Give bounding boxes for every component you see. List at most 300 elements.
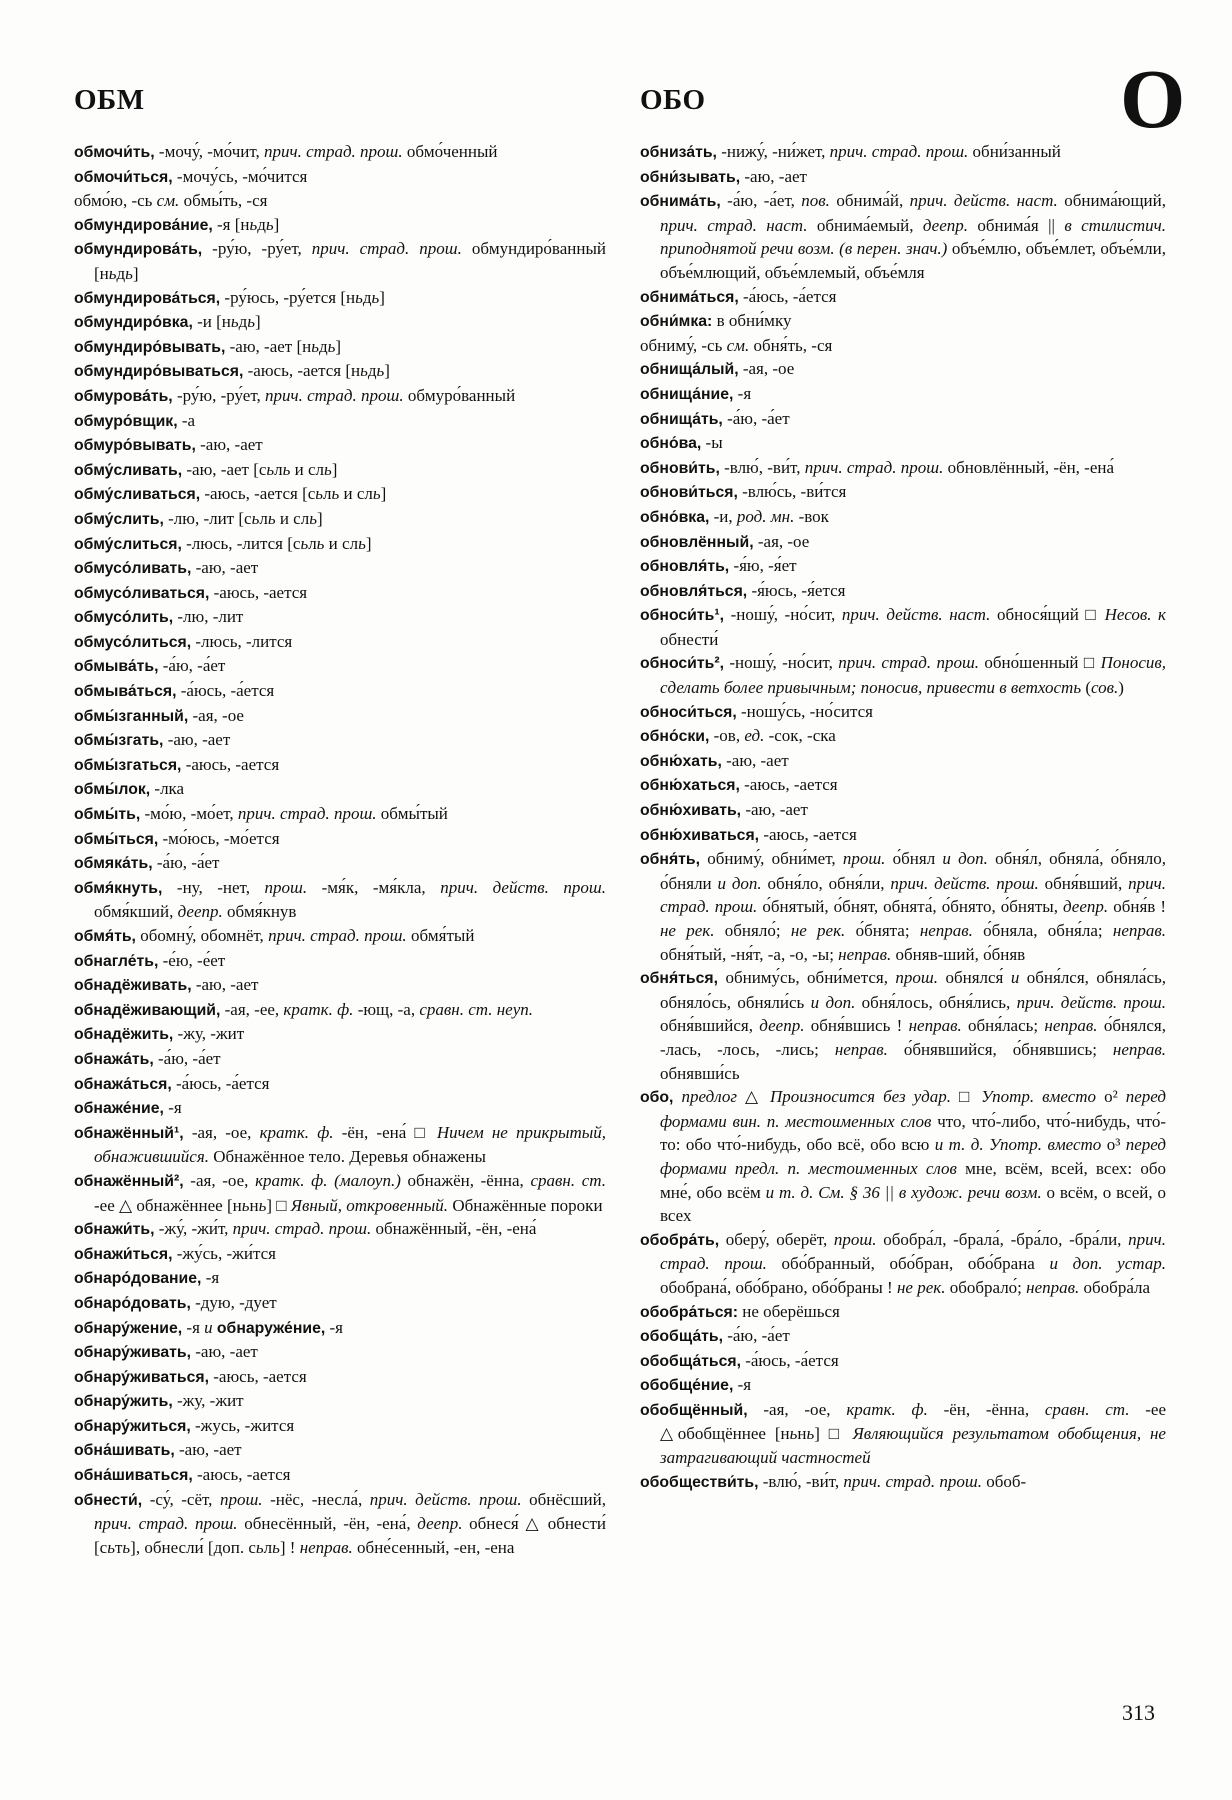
grammar-note: ь <box>316 533 325 553</box>
dictionary-entry <box>74 433 606 458</box>
dictionary-entry <box>74 409 606 434</box>
headword: обмундиро́вывать, <box>74 338 226 356</box>
entry-text: -а́юсь, -а́ется <box>738 286 837 306</box>
dictionary-entry <box>74 1217 606 1242</box>
entry-text: -аю, -ает <box>741 800 808 820</box>
running-head-right: ОБО <box>640 84 706 116</box>
entry-text: о́бнятый, о́бнят, обнята́, о́бнято, о́бняты, <box>757 897 1063 917</box>
entry-text: Обнажённое тело. Деревья обнажены <box>208 1147 486 1167</box>
entry-text: д <box>318 336 328 356</box>
headword: обмундирова́ться, <box>74 289 221 307</box>
dictionary-entry <box>74 679 606 704</box>
dictionary-entry <box>640 431 1166 456</box>
entry-text: ] <box>384 361 390 381</box>
entry-text: -аюсь, -ается [н <box>243 361 361 381</box>
headword: обмусо́ливаться, <box>74 584 210 602</box>
entry-text: -аю, -ает <box>163 730 231 750</box>
entry-text: -ов, <box>709 726 745 746</box>
entry-text: -а́юсь, -а́ется <box>176 681 275 701</box>
dictionary-entry <box>640 554 1166 579</box>
dictionary-entry <box>74 753 606 778</box>
entry-text: обно́шенный □ <box>979 653 1101 673</box>
grammar-note: ь <box>265 214 274 234</box>
dictionary-entry <box>640 847 1166 966</box>
entry-text: -аю, -ает <box>195 435 263 455</box>
entry-text: обобра́ла <box>1079 1277 1151 1297</box>
headword: обобща́ться, <box>640 1352 741 1370</box>
entry-text: обмя́тый <box>406 926 475 945</box>
headword: обмуро́вщик, <box>74 412 178 430</box>
dictionary-entry <box>640 700 1166 725</box>
dictionary-entry <box>640 140 1166 165</box>
dictionary-entry <box>74 924 606 949</box>
entry-text: -я́ю, -я́ет <box>729 556 797 576</box>
entry-text: -лю, -лит <box>173 607 244 627</box>
entry-text: -жу, -жит <box>173 1024 245 1044</box>
entry-text: обня́вшись ! <box>804 1016 909 1036</box>
grammar-note: ь <box>282 459 291 479</box>
headword: обму́слить, <box>74 510 164 528</box>
entry-text: ] <box>255 312 261 332</box>
headword: обмундиро́вка, <box>74 314 193 332</box>
dictionary-entry <box>74 1022 606 1047</box>
grammar-note: прич. действ. наст. <box>841 605 991 625</box>
grammar-note: ь <box>309 508 317 528</box>
entry-text: -я <box>733 1375 752 1395</box>
headword: обню́хаться, <box>640 777 740 795</box>
entry-text: -а́ю, -а́ет, <box>720 191 802 211</box>
grammar-note: сравн. ст. <box>530 1170 607 1190</box>
entry-text: обниму́, обни́мет, <box>700 849 843 869</box>
grammar-note: ь <box>251 508 260 528</box>
dictionary-entry <box>74 1463 606 1488</box>
entry-text: обня́лась; <box>961 1016 1045 1036</box>
entry-text: ] <box>273 214 280 234</box>
grammar-note: ь <box>266 459 275 479</box>
dictionary-entry <box>640 382 1166 407</box>
entry-text: о́бнявшийся, о́бнявшись; <box>887 1039 1113 1059</box>
entry-text: -ру́ю, -ру́ет, <box>172 385 265 405</box>
grammar-note: прич. действ. наст. <box>909 191 1058 211</box>
dictionary-entry <box>640 603 1166 651</box>
headword: обмуро́вывать, <box>74 437 196 455</box>
headword: обобра́ть, <box>640 1231 720 1249</box>
headword: обноси́ть², <box>640 655 724 673</box>
dictionary-entry <box>640 357 1166 382</box>
grammar-note: прич. страд. прош. <box>829 142 969 161</box>
dictionary-entry <box>74 1316 606 1341</box>
entry-text: о всём, о всей, о всех <box>660 1182 1166 1226</box>
entry-text: -и, <box>709 506 737 526</box>
entry-text: -я <box>163 1098 182 1118</box>
entry-text: н <box>249 1195 259 1215</box>
grammar-note: не рек. <box>896 1277 946 1297</box>
headword: обмундирова́ть, <box>74 241 203 259</box>
entry-text: ] □ <box>814 1424 853 1444</box>
dictionary-entry <box>74 1389 606 1414</box>
entry-text: -а́юсь, -а́ется <box>171 1073 270 1093</box>
headword: обнима́ть, <box>640 193 721 211</box>
entry-text: -а́ю, -а́ет <box>722 408 790 428</box>
dictionary-entry <box>640 407 1166 432</box>
headword: обноси́ться, <box>640 703 737 721</box>
headword: обнадёживающий, <box>74 1001 221 1019</box>
page-number: 313 <box>1122 1700 1155 1725</box>
entry-text: -ая, -ое, <box>183 1170 256 1190</box>
entry-text: -а́ю, -а́ет <box>722 1326 790 1346</box>
entry-text: обоб- <box>981 1471 1027 1491</box>
entry-text: -ён, -ённа, <box>927 1399 1045 1419</box>
dictionary-entry <box>74 384 606 409</box>
entry-text: д <box>116 263 126 283</box>
entry-text: обмо́ченный <box>402 142 498 161</box>
entry-text: л <box>263 1537 273 1557</box>
entry-text: -дую, -дует <box>190 1292 277 1312</box>
headword: обмочи́ться, <box>74 168 173 186</box>
entry-text <box>673 1087 681 1106</box>
entry-text: обне́сенный, -ен, -ена <box>352 1537 515 1557</box>
entry-text: -вок <box>794 506 829 526</box>
dictionary-entry <box>74 532 606 557</box>
entry-text: -ну, -нет, <box>162 877 265 897</box>
entry-text: обня́в ! <box>1108 897 1166 917</box>
entry-text: -су́, -сёт, <box>142 1489 220 1509</box>
grammar-note: ь <box>315 484 324 504</box>
headword: обмочи́ть, <box>74 144 155 161</box>
headword: обобщённый, <box>640 1401 748 1419</box>
grammar-note: сравн. ст. неуп. <box>419 999 534 1019</box>
entry-text: л <box>323 484 332 504</box>
dictionary-entry <box>74 777 606 802</box>
grammar-note: и доп. <box>810 992 856 1012</box>
headword: обмы́згать, <box>74 732 164 750</box>
grammar-note: прич. страд. прош. <box>264 142 403 161</box>
dictionary-entry <box>640 285 1166 310</box>
entry-text: -ы <box>701 433 723 453</box>
entry-text: в обни́мку <box>712 311 792 331</box>
headword: обмыва́ться, <box>74 683 177 701</box>
entry-text: и сл <box>324 533 359 553</box>
headword: обобще́ние, <box>640 1377 734 1395</box>
entry-text: -мочу́сь, -мо́чится <box>172 166 308 186</box>
dictionary-entry <box>74 359 606 384</box>
entry-text: -аюсь, -ается [с <box>200 484 316 504</box>
headword: обобра́ться: <box>640 1303 738 1321</box>
entry-text: -я <box>182 1317 205 1337</box>
headword: обноси́ть¹, <box>640 607 724 625</box>
grammar-note: деепр. <box>177 902 223 922</box>
grammar-note: кратк. ф. <box>846 1399 928 1419</box>
entry-text: -мя́к, -мя́кла, <box>307 877 441 897</box>
entry-text: д <box>362 287 372 307</box>
dictionary-entry <box>640 798 1166 823</box>
dictionary-entry <box>640 1349 1166 1374</box>
entry-text: ] ! <box>279 1537 300 1557</box>
grammar-note: Являющийся результатом обобщения, не затрагивающий частностей <box>660 1424 1166 1468</box>
grammar-note: прич. действ. прош. <box>1016 992 1167 1012</box>
grammar-note: и доп. <box>717 873 762 893</box>
dictionary-entry <box>74 1121 606 1169</box>
headword: обобща́ть, <box>640 1328 723 1346</box>
entry-text: -я [н <box>212 214 250 234</box>
grammar-note: Явный, откровенный. <box>290 1195 449 1215</box>
entry-text: ] <box>132 263 139 283</box>
dictionary-entry <box>640 1324 1166 1349</box>
headword: обмы́ть, <box>74 806 141 824</box>
dictionary-entry <box>640 1373 1166 1398</box>
dictionary-entry <box>74 556 606 581</box>
headword: обнища́ние, <box>640 385 734 403</box>
entry-text: -мо́ю, -мо́ет, <box>140 804 238 824</box>
entry-text: обмя́кнув <box>222 902 297 922</box>
entry-text: ] <box>331 459 338 479</box>
entry-text: -аю, -ает <box>191 558 259 578</box>
grammar-note: прич. страд. прош. <box>804 457 944 477</box>
grammar-note: ь <box>789 1424 798 1444</box>
grammar-note: прич. страд. прош. <box>838 653 980 673</box>
entry-text: обо́бранный, обо́бран, обо́брана <box>766 1254 1050 1274</box>
entry-text: -сок, -ска <box>764 726 836 746</box>
entry-text: обня́тый, -ня́т, -а, -о, -ы; <box>660 944 839 964</box>
entry-text: оберу́, оберёт, <box>719 1229 834 1249</box>
entry-text: -аюсь, -ается <box>192 1465 291 1485</box>
entry-text: ] <box>335 336 342 356</box>
headword: обнаро́дование, <box>74 1270 202 1288</box>
entry-text: т <box>114 1537 123 1557</box>
grammar-note: ь <box>241 1195 250 1215</box>
entry-text: -ая, -ое, <box>183 1122 260 1142</box>
grammar-note: прич. страд. прош. <box>311 239 462 259</box>
dictionary-entry <box>74 949 606 974</box>
dictionary-entry <box>74 581 606 606</box>
entry-text: обни́занный <box>968 142 1061 161</box>
entry-text: объе́млю, объе́млет, объе́мли, объе́млющий, объе́млемый, объе́мля <box>660 239 1166 282</box>
entry-text: обомну́, обомнёт, <box>135 926 269 945</box>
entry-text: -ая, -ое <box>753 531 810 551</box>
grammar-note: прич. страд. прош. <box>843 1471 982 1491</box>
headword: обно́вка, <box>640 508 710 526</box>
grammar-note: и <box>1010 968 1020 988</box>
grammar-note: прич. страд. прош. <box>94 1514 238 1534</box>
entry-text: ) <box>1118 678 1124 698</box>
dictionary-entry <box>74 1072 606 1097</box>
dictionary-entry <box>640 773 1166 798</box>
headword: обнима́ться, <box>640 288 739 306</box>
grammar-note: неправ. <box>1112 1039 1167 1059</box>
entry-text: -жу, -жит <box>172 1391 244 1411</box>
headword: обнагле́ть, <box>74 952 159 970</box>
grammar-note: неправ. <box>1112 921 1166 940</box>
entry-text: обнося́щий □ <box>990 605 1105 625</box>
dictionary-entry <box>74 1365 606 1390</box>
grammar-note: не рек. <box>790 921 846 940</box>
dictionary-entry <box>74 827 606 852</box>
headword: обниза́ть, <box>640 144 717 161</box>
grammar-note: ь <box>249 214 258 234</box>
entry-text: -люсь, -лится <box>191 631 293 651</box>
entry-text: -а́ю, -а́ет <box>153 1048 221 1068</box>
entry-text: обнима́й, <box>829 191 910 211</box>
entry-text: □ <box>950 1087 982 1107</box>
dictionary-entry <box>640 966 1166 1085</box>
dictionary-entry <box>74 507 606 532</box>
headword: обмыва́ть, <box>74 658 159 676</box>
headword: обнажа́ться, <box>74 1075 172 1093</box>
entry-text: о́бнял <box>885 849 943 869</box>
headword: обнаруже́ние, <box>216 1319 326 1337</box>
headword: обна́шивать, <box>74 1442 175 1460</box>
entry-text: -аю, -ает <box>191 1342 258 1362</box>
grammar-note: ь <box>311 336 319 356</box>
entry-text: обмо́ю, -сь <box>74 191 157 211</box>
entry-text: обня́вший, <box>1038 873 1129 893</box>
dictionary-entry <box>640 530 1166 555</box>
grammar-note: ь <box>324 459 332 479</box>
dictionary-entry <box>74 876 606 924</box>
entry-text: -ющ, -а, <box>353 999 420 1019</box>
dictionary-entry <box>74 335 606 360</box>
headword: обмы́лок, <box>74 781 151 799</box>
grammar-note: деепр. <box>1063 897 1109 917</box>
grammar-note: ед. <box>744 726 765 746</box>
grammar-note: сравн. ст. <box>1044 1399 1130 1419</box>
entry-text: -влю́, -ви́т, <box>719 457 805 477</box>
headword: обнажи́ть, <box>74 1221 155 1239</box>
entry-text: что, что́-либо, что́-нибудь, что́-то: обо что́-нибудь, обо всё, обо всю <box>660 1111 1167 1155</box>
grammar-note: Употр. вместо <box>981 1087 1097 1107</box>
grammar-note: ь <box>360 361 368 381</box>
grammar-note: и <box>204 1317 213 1337</box>
entry-text: -а́ю, -а́ет <box>152 853 220 873</box>
entry-text: обмя́кший, <box>94 902 178 922</box>
entry-text: ] <box>380 484 387 504</box>
grammar-note: род. мн. <box>736 506 795 526</box>
entry-text: обобрало́; <box>945 1277 1027 1297</box>
entry-text: -ношу́, -но́сит, <box>723 605 842 625</box>
dictionary-entry <box>74 973 606 998</box>
entry-text: обмы́ть, -ся <box>179 191 268 211</box>
entry-text: -и [н <box>192 312 231 332</box>
entry-text: -аю, -ает <box>721 750 789 770</box>
entry-text: -аю, -ает <box>174 1440 242 1460</box>
entry-text: -ее △ обнажённее [н <box>94 1195 242 1215</box>
entry-text: -ру́юсь, -ру́ется [н <box>220 287 356 307</box>
right-column <box>640 140 1166 1494</box>
dictionary-entry <box>74 237 606 285</box>
headword: обмурова́ть, <box>74 387 173 405</box>
grammar-note: ь <box>331 484 340 504</box>
grammar-note: прич. страд. прош. <box>268 926 407 945</box>
entry-text: -аюсь, -ается <box>739 775 838 795</box>
headword: обни́зывать, <box>640 168 741 186</box>
entry-text: о³ <box>1101 1135 1126 1155</box>
dictionary-entry <box>74 1096 606 1121</box>
dictionary-entry <box>640 309 1166 334</box>
headword: обо, <box>640 1089 674 1107</box>
entry-text: -мочу́, -мо́чит, <box>154 142 265 161</box>
dictionary-entry <box>74 189 606 213</box>
dictionary-entry <box>640 456 1166 481</box>
headword: обня́ть, <box>640 851 701 869</box>
dictionary-entry <box>74 1340 606 1365</box>
headword: обня́ться, <box>640 970 719 988</box>
grammar-note: ь <box>108 263 117 283</box>
headword: обно́ва, <box>640 435 702 453</box>
grammar-note: и т. д. См. § 36 || в худож. речи возм. <box>765 1182 1042 1202</box>
grammar-note: сов. <box>1091 678 1119 698</box>
headword: обмундиро́вываться, <box>74 363 244 381</box>
dictionary-entry <box>74 630 606 655</box>
dictionary-entry <box>74 802 606 827</box>
dictionary-entry <box>640 334 1166 358</box>
entry-text: -аю, -ает [н <box>225 336 312 356</box>
entry-text: и сл <box>275 508 310 528</box>
grammar-note: ь <box>107 1537 115 1557</box>
grammar-note: прич. действ. прош. <box>369 1489 522 1509</box>
entry-text: обня́лся, обняла́сь, обняло́сь, обняли́сь <box>660 968 1167 1012</box>
grammar-note: прош. <box>219 1489 263 1509</box>
dictionary-entry <box>74 458 606 483</box>
dictionary-entry <box>640 189 1166 284</box>
grammar-note: кратк. ф. <box>259 1122 334 1142</box>
dictionary-entry <box>74 1047 606 1072</box>
dictionary-entry <box>74 998 606 1023</box>
entry-text: -аю, -ает <box>740 166 807 186</box>
entry-text: -аюсь, -ается <box>759 824 857 844</box>
headword: обнару́житься, <box>74 1417 191 1435</box>
entry-text: обнажённый, -ён, -ена́ <box>371 1219 537 1239</box>
headword: обму́сливаться, <box>74 486 201 504</box>
grammar-note: ь <box>358 533 366 553</box>
headword: обмусо́литься, <box>74 633 192 651</box>
entry-text: о́бнята; <box>845 921 920 940</box>
grammar-note: Несов. к <box>1104 605 1166 625</box>
headword: обмундирова́ние, <box>74 216 213 234</box>
grammar-note: не рек. <box>660 921 715 940</box>
dictionary-entry <box>74 1414 606 1439</box>
headword: обнища́ть, <box>640 410 723 428</box>
grammar-note: пов. <box>801 191 830 211</box>
entry-text: -а́юсь, -а́ется <box>740 1350 839 1370</box>
grammar-note: прош. <box>833 1229 877 1249</box>
headword: обму́сливать, <box>74 461 183 479</box>
headword: обмы́ться, <box>74 830 159 848</box>
entry-text: -е́ю, -е́ет <box>158 950 226 970</box>
entry-text: -ая, -ое <box>738 359 795 379</box>
entry-text: обмуро́ванный <box>403 385 516 405</box>
grammar-note: прич. страд. прош. <box>232 1219 372 1239</box>
grammar-note: ь <box>258 1195 267 1215</box>
headword: обнадёживать, <box>74 977 192 995</box>
entry-text: и сл <box>339 484 373 504</box>
entry-text: обня́лось, обня́лись, <box>855 992 1017 1012</box>
headword: обню́хивать, <box>640 802 742 820</box>
entry-text: обновлённый, -ён, -ена́ <box>943 457 1115 477</box>
grammar-note: прош. <box>895 968 938 988</box>
headword: обнаже́ние, <box>74 1100 164 1118</box>
dictionary-entry <box>74 286 606 311</box>
headword: обнаро́довать, <box>74 1294 191 1312</box>
grammar-note: неправ. <box>908 1016 962 1036</box>
headword: обнести́, <box>74 1491 143 1509</box>
dictionary-entry <box>640 823 1166 848</box>
dictionary-entry <box>74 1291 606 1316</box>
dictionary-entry <box>74 605 606 630</box>
grammar-note: прич. страд. прош. <box>237 804 377 824</box>
dictionary-entry <box>74 851 606 876</box>
grammar-note: см. <box>726 335 750 355</box>
grammar-note: прич. действ. прош. <box>890 873 1039 893</box>
